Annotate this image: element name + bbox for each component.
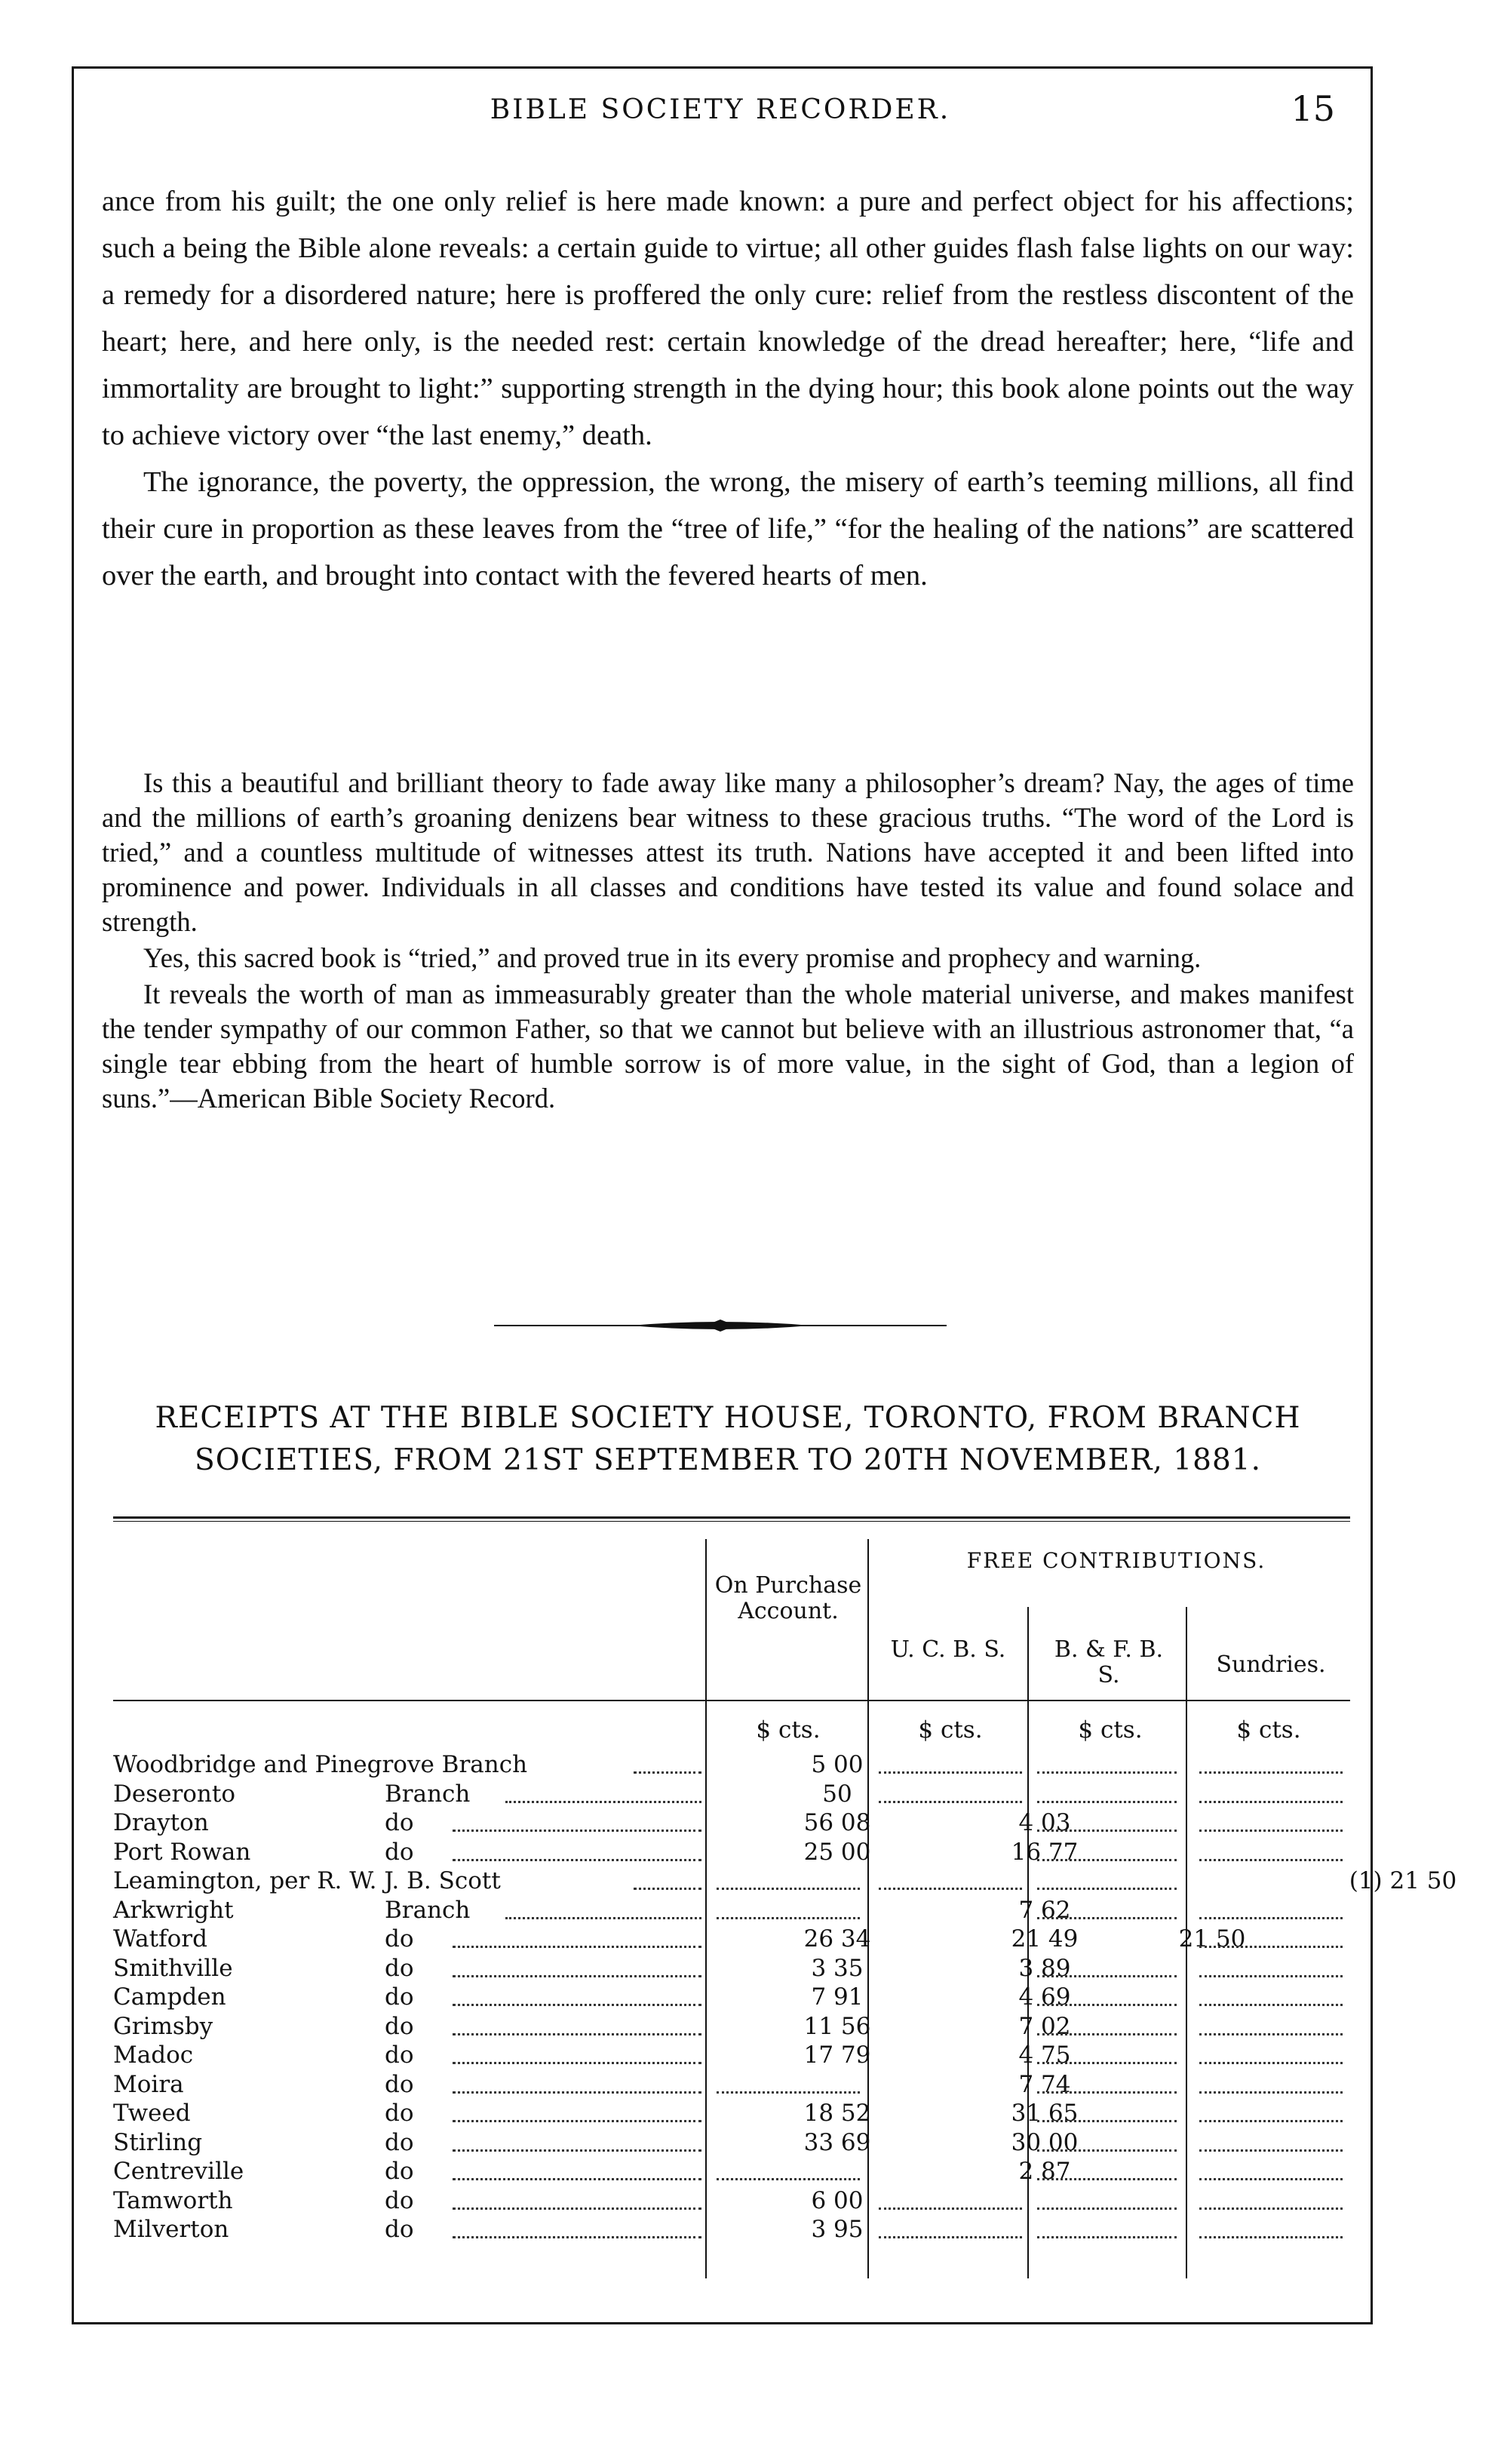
- article-body-small: [102, 766, 1354, 1117]
- purchase-amount: 26 34: [803, 1925, 871, 1952]
- branch-type: do: [385, 1838, 414, 1866]
- empty-cell-leader: [1199, 1917, 1343, 1919]
- dot-leader: [453, 2033, 701, 2035]
- header-sundries: Sundries.: [1216, 1651, 1326, 1678]
- top-rule: [72, 66, 1373, 69]
- branch-name: Woodbridge and Pinegrove Branch: [113, 1751, 528, 1778]
- bf-amount: 21 50: [1178, 1925, 1246, 1952]
- branch-type: do: [385, 2042, 414, 2069]
- empty-cell-leader: [879, 1801, 1022, 1803]
- branch-type: do: [385, 1925, 414, 1952]
- empty-cell-leader: [1037, 2091, 1177, 2094]
- ucbs-amount: 7 02: [1018, 2012, 1071, 2040]
- empty-cell-leader: [1037, 2120, 1177, 2122]
- paragraph: ance from his guilt; the one only relief is here made known: a pure and perfect object for his affections; such a being the Bible alone reveals: a certain guide to virtue; all other guides flash false lights on our way: a remedy for a disordered nature; here is proffered the only cure: relief from the restless discontent of the heart; here, and here only, is the needed rest: certain knowledge of the dread hereafter; here, “life and immortality are brought to light:” supporting strength in the dying hour; this book alone points out the way to achieve victory over “the last enemy,” death.: [102, 186, 1354, 451]
- empty-cell-leader: [1037, 1830, 1177, 1832]
- purchase-amount: 17 79: [803, 2042, 871, 2069]
- branch-name: Drayton: [113, 1809, 209, 1836]
- branch-type: do: [385, 2186, 414, 2214]
- purchase-amount: 25 00: [803, 1838, 871, 1866]
- header-ucbs: U. C. B. S.: [890, 1636, 1006, 1663]
- table-row: [113, 1954, 1350, 1983]
- receipts-title: [102, 1397, 1354, 1482]
- table-row: [113, 1925, 1350, 1953]
- bottom-rule: [72, 2322, 1373, 2324]
- table-top-rule: [113, 1516, 1350, 1519]
- empty-cell-leader: [1037, 1975, 1177, 1977]
- branch-type: Branch: [385, 1896, 471, 1924]
- empty-cell-leader: [1199, 1975, 1343, 1977]
- empty-cell-leader: [717, 1917, 860, 1919]
- empty-cell-leader: [1037, 2004, 1177, 2006]
- running-header: [106, 88, 1335, 140]
- empty-cell-leader: [1199, 2236, 1343, 2238]
- branch-name: Grimsby: [113, 2012, 213, 2040]
- dot-leader: [505, 1917, 701, 1919]
- purchase-amount: 11 56: [803, 2012, 871, 2040]
- empty-cell-leader: [1199, 2207, 1343, 2210]
- branch-name: Madoc: [113, 2042, 194, 2069]
- table-row: [113, 2186, 1350, 2215]
- dot-leader: [453, 2120, 701, 2122]
- empty-cell-leader: [1199, 2178, 1343, 2180]
- branch-name: Smithville: [113, 1954, 233, 1982]
- dot-leader: [453, 2236, 701, 2238]
- ucbs-amount: 30 00: [1011, 2128, 1079, 2156]
- branch-name: Stirling: [113, 2128, 203, 2156]
- header-free-contributions: FREE CONTRIBUTIONS.: [966, 1548, 1266, 1573]
- purchase-amount: 3 35: [811, 1954, 864, 1982]
- ucbs-amount: 7 62: [1018, 1896, 1071, 1924]
- table-row: [113, 1866, 1457, 1895]
- ucbs-amount: 2 87: [1018, 2158, 1071, 2185]
- empty-cell-leader: [1037, 1771, 1177, 1774]
- branch-type: do: [385, 1809, 414, 1836]
- ucbs-amount: 4 03: [1018, 1809, 1071, 1836]
- unit-ucbs: $ cts.: [918, 1716, 983, 1744]
- table-row: [113, 2012, 1350, 2041]
- receipts-title-line-2: SOCIETIES, FROM 21ST SEPTEMBER TO 20TH NOVEMBER, 1881.: [195, 1443, 1261, 1477]
- branch-type: do: [385, 2012, 414, 2040]
- table-row: [113, 1780, 1350, 1808]
- unit-purchase: $ cts.: [756, 1716, 821, 1744]
- table-row: [113, 2128, 1350, 2157]
- dot-leader: [634, 1771, 701, 1774]
- empty-cell-leader: [717, 2091, 860, 2094]
- dot-leader: [453, 2178, 701, 2180]
- paragraph: The ignorance, the poverty, the oppression, the wrong, the misery of earth’s teeming millions, all find their cure in proportion as these leaves from the “tree of life,” “for the healing of the nations” are scattered over the earth, and brought into contact with the fevered hearts of men.: [102, 466, 1354, 591]
- branch-name: Tamworth: [113, 2186, 233, 2214]
- table-header-rule: [113, 1700, 1350, 1701]
- ucbs-amount: 16 77: [1011, 1838, 1079, 1866]
- left-border: [72, 66, 74, 2324]
- ucbs-amount: 3 89: [1018, 1954, 1071, 1982]
- empty-cell-leader: [717, 1888, 860, 1890]
- empty-cell-leader: [1199, 1946, 1343, 1948]
- purchase-amount: 50: [822, 1780, 852, 1808]
- dot-leader: [453, 2091, 701, 2094]
- table-row: [113, 2070, 1350, 2099]
- dot-leader: [453, 1975, 701, 1977]
- branch-type: do: [385, 2158, 414, 2185]
- empty-cell-leader: [879, 2236, 1022, 2238]
- table-row: [113, 1838, 1350, 1866]
- unit-bf: $ cts.: [1078, 1716, 1143, 1744]
- dot-leader: [634, 1888, 701, 1890]
- ucbs-amount: 7 74: [1018, 2070, 1071, 2098]
- sundries-amount: (1) 21 50: [1349, 1867, 1457, 1894]
- table-row: [113, 1983, 1350, 2011]
- table-row: [113, 1808, 1350, 1837]
- branch-name: Tweed: [113, 2100, 191, 2127]
- dot-leader: [453, 2062, 701, 2064]
- branch-type: do: [385, 2070, 414, 2098]
- empty-cell-leader: [1037, 2033, 1177, 2035]
- table-row: [113, 2215, 1350, 2244]
- dot-leader: [453, 2149, 701, 2152]
- empty-cell-leader: [879, 1771, 1022, 1774]
- dot-leader: [453, 2004, 701, 2006]
- empty-cell-leader: [879, 2207, 1022, 2210]
- empty-cell-leader: [1037, 2149, 1177, 2152]
- empty-cell-leader: [1037, 2207, 1177, 2210]
- ucbs-amount: 31 65: [1011, 2100, 1079, 2127]
- table-row: [113, 1750, 1350, 1779]
- empty-cell-leader: [1199, 2120, 1343, 2122]
- empty-cell-leader: [1037, 1801, 1177, 1803]
- section-divider-ornament: [494, 1316, 947, 1335]
- empty-cell-leader: [1037, 2236, 1177, 2238]
- branch-name: Arkwright: [113, 1896, 234, 1924]
- purchase-amount: 7 91: [811, 1983, 864, 2011]
- dot-leader: [453, 2207, 701, 2210]
- table-row: [113, 1896, 1350, 1925]
- header-purchase: On Purchase Account.: [714, 1572, 862, 1624]
- empty-cell-leader: [717, 2178, 860, 2180]
- paragraph: It reveals the worth of man as immeasurably greater than the whole material universe, and makes manifest the tender sympathy of our common Father, so that we cannot but believe with an illustrious astronomer that, “a single tear ebbing from the heart of humble sorrow is of more value, in the sight of God, than a legion of suns.”—American Bible Society Record.: [102, 979, 1354, 1114]
- purchase-amount: 18 52: [803, 2100, 871, 2127]
- empty-cell-leader: [1199, 2004, 1343, 2006]
- receipts-title-line-1: RECEIPTS AT THE BIBLE SOCIETY HOUSE, TORONTO, FROM BRANCH: [155, 1401, 1301, 1435]
- branch-type: do: [385, 2100, 414, 2127]
- empty-cell-leader: [1199, 2149, 1343, 2152]
- empty-cell-leader: [1199, 1771, 1343, 1774]
- branch-name: Centreville: [113, 2158, 244, 2185]
- empty-cell-leader: [1037, 1888, 1177, 1890]
- header-bf: B. & F. B. S.: [1054, 1636, 1164, 1688]
- branch-type: do: [385, 1983, 414, 2011]
- right-border: [1371, 66, 1373, 2324]
- branch-type: Branch: [385, 1780, 471, 1808]
- branch-name: Milverton: [113, 2216, 229, 2243]
- branch-name: Leamington, per R. W. J. B. Scott: [113, 1867, 501, 1894]
- purchase-amount: 5 00: [811, 1751, 864, 1778]
- empty-cell-leader: [1199, 1830, 1343, 1832]
- empty-cell-leader: [1037, 2178, 1177, 2180]
- dot-leader: [453, 1830, 701, 1832]
- branch-name: Watford: [113, 1925, 207, 1952]
- branch-type: do: [385, 1954, 414, 1982]
- empty-cell-leader: [1199, 1801, 1343, 1803]
- table-row: [113, 2041, 1350, 2069]
- empty-cell-leader: [1037, 2062, 1177, 2064]
- table-row: [113, 2157, 1350, 2186]
- branch-name: Deseronto: [113, 1780, 236, 1808]
- table-top-rule-thin: [113, 1521, 1350, 1522]
- page-number: 15: [1291, 88, 1335, 129]
- branch-type: do: [385, 2216, 414, 2243]
- branch-name: Port Rowan: [113, 1838, 251, 1866]
- purchase-amount: 6 00: [811, 2186, 864, 2214]
- empty-cell-leader: [1199, 1859, 1343, 1861]
- empty-cell-leader: [1199, 2091, 1343, 2094]
- branch-name: Moira: [113, 2070, 184, 2098]
- paragraph: Yes, this sacred book is “tried,” and proved true in its every promise and prophecy and warning.: [143, 942, 1202, 973]
- table-row: [113, 2099, 1350, 2128]
- empty-cell-leader: [1199, 2062, 1343, 2064]
- empty-cell-leader: [1037, 1859, 1177, 1861]
- ucbs-amount: 4 69: [1018, 1983, 1071, 2011]
- article-body: [102, 178, 1354, 599]
- purchase-amount: 33 69: [803, 2128, 871, 2156]
- dot-leader: [453, 1946, 701, 1948]
- empty-cell-leader: [879, 1888, 1022, 1890]
- dot-leader: [505, 1801, 701, 1803]
- ucbs-amount: 4 75: [1018, 2042, 1071, 2069]
- paragraph: Is this a beautiful and brilliant theory to fade away like many a philosopher’s dream? Nay, the ages of time and the millions of earth’s groaning denizens bear witness to these gracious truths. “The word of the Lord is tried,” and a countless multitude of witnesses attest its truth. Nations have accepted it and been lifted into prominence and power. Individuals in all classes and conditions have tested its value and found solace and strength.: [102, 767, 1354, 937]
- empty-cell-leader: [1199, 2033, 1343, 2035]
- unit-sundries: $ cts.: [1236, 1716, 1301, 1744]
- dot-leader: [453, 1859, 701, 1861]
- ucbs-amount: 21 49: [1011, 1925, 1079, 1952]
- empty-cell-leader: [1037, 1917, 1177, 1919]
- branch-name: Campden: [113, 1983, 226, 2011]
- purchase-amount: 56 08: [803, 1809, 871, 1836]
- branch-type: do: [385, 2128, 414, 2156]
- purchase-amount: 3 95: [811, 2216, 864, 2243]
- running-title: BIBLE SOCIETY RECORDER.: [490, 94, 951, 125]
